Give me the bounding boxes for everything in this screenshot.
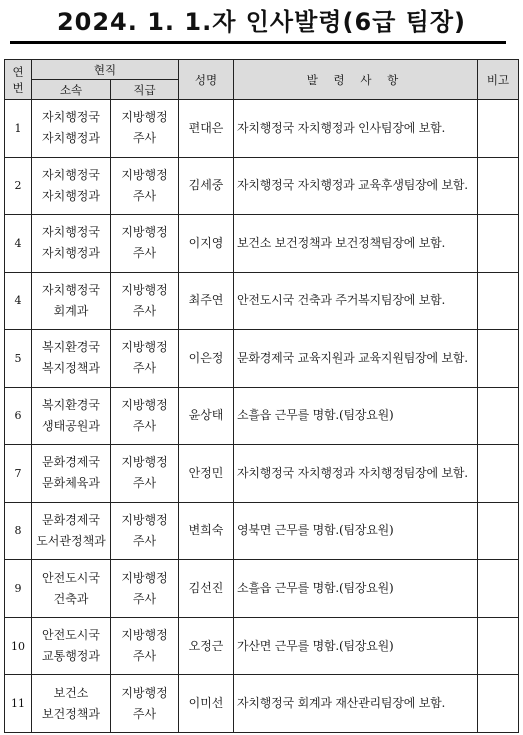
seq-cell: 5: [5, 330, 32, 388]
order-cell: 안전도시국 건축과 주거복지팀장에 보함.: [234, 272, 478, 330]
table-row: [5, 272, 519, 330]
order-cell: 자치행정국 자치행정과 교육후생팀장에 보함.: [234, 157, 478, 215]
dept-line-1: 복지환경국: [42, 340, 100, 355]
rank-cell: [111, 215, 179, 273]
title-underline: [10, 41, 506, 44]
order-cell: 자치행정국 자치행정과 인사팀장에 보함.: [234, 100, 478, 158]
remarks-cell: [478, 272, 519, 330]
name-cell: 김세중: [179, 157, 234, 215]
header-seq-label: 연 번: [12, 64, 24, 95]
dept-line-2: 회계과: [53, 303, 89, 318]
dept-line-2: 자치행정과: [42, 131, 100, 146]
dept-cell: [32, 617, 111, 675]
header-seq: [5, 60, 32, 100]
name-cell: 편대은: [179, 100, 234, 158]
table-row: [5, 330, 519, 388]
rank-line-2: 주사: [132, 591, 157, 606]
header-name: 성명: [179, 60, 234, 100]
seq-cell: 8: [5, 502, 32, 560]
seq-cell: 7: [5, 445, 32, 503]
rank-line-1: 지방행정: [121, 110, 168, 125]
table-row: [5, 100, 519, 158]
dept-line-1: 자치행정국: [42, 167, 100, 182]
rank-line-1: 지방행정: [121, 225, 168, 240]
rank-cell: [111, 675, 179, 733]
personnel-order-table: [4, 59, 519, 733]
dept-line-2: 생태공원과: [42, 418, 100, 433]
name-cell: 윤상태: [179, 387, 234, 445]
rank-line-2: 주사: [132, 649, 157, 664]
remarks-cell: [478, 560, 519, 618]
dept-line-2: 자치행정과: [42, 246, 100, 261]
rank-cell: [111, 445, 179, 503]
order-cell: 보건소 보건정책과 보건정책팀장에 보함.: [234, 215, 478, 273]
order-cell: 영북면 근무를 명함.(팀장요원): [234, 502, 478, 560]
name-cell: 최주연: [179, 272, 234, 330]
rank-line-2: 주사: [132, 418, 157, 433]
order-cell: 소흘읍 근무를 명함.(팀장요원): [234, 560, 478, 618]
rank-line-2: 주사: [132, 476, 157, 491]
header-remarks: 비고: [478, 60, 519, 100]
name-cell: 이은정: [179, 330, 234, 388]
rank-cell: [111, 272, 179, 330]
seq-cell: 1: [5, 100, 32, 158]
rank-line-1: 지방행정: [121, 167, 168, 182]
seq-cell: 9: [5, 560, 32, 618]
rank-line-2: 주사: [132, 361, 157, 376]
dept-cell: [32, 272, 111, 330]
rank-cell: [111, 560, 179, 618]
rank-line-1: 지방행정: [121, 628, 168, 643]
table-row: [5, 157, 519, 215]
rank-cell: [111, 330, 179, 388]
order-cell: 자치행정국 회계과 재산관리팀장에 보함.: [234, 675, 478, 733]
dept-cell: [32, 445, 111, 503]
dept-line-2: 건축과: [53, 591, 89, 606]
dept-line-2: 자치행정과: [42, 188, 100, 203]
seq-cell: 2: [5, 157, 32, 215]
order-cell: 문화경제국 교육지원과 교육지원팀장에 보함.: [234, 330, 478, 388]
name-cell: 이미선: [179, 675, 234, 733]
rank-line-2: 주사: [132, 188, 157, 203]
rank-line-1: 지방행정: [121, 397, 168, 412]
header-order: 발 령 사 항: [234, 60, 478, 100]
table-row: [5, 387, 519, 445]
dept-line-2: 복지정책과: [42, 361, 100, 376]
rank-line-2: 주사: [132, 131, 157, 146]
dept-line-2: 보건정책과: [42, 706, 100, 721]
rank-line-2: 주사: [132, 533, 157, 548]
header-rank: 직급: [111, 80, 179, 100]
dept-line-1: 문화경제국: [42, 455, 100, 470]
table-row: [5, 502, 519, 560]
dept-cell: [32, 330, 111, 388]
remarks-cell: [478, 675, 519, 733]
dept-line-2: 도서관정책과: [36, 533, 106, 548]
rank-line-2: 주사: [132, 706, 157, 721]
dept-line-2: 문화체육과: [42, 476, 100, 491]
header-dept: 소속: [32, 80, 111, 100]
remarks-cell: [478, 100, 519, 158]
order-cell: 소흘읍 근무를 명함.(팀장요원): [234, 387, 478, 445]
dept-cell: [32, 387, 111, 445]
rank-cell: [111, 387, 179, 445]
name-cell: 변희숙: [179, 502, 234, 560]
seq-cell: 10: [5, 617, 32, 675]
name-cell: 안정민: [179, 445, 234, 503]
remarks-cell: [478, 445, 519, 503]
remarks-cell: [478, 157, 519, 215]
table-row: [5, 215, 519, 273]
rank-cell: [111, 157, 179, 215]
remarks-cell: [478, 330, 519, 388]
document-title: 2024. 1. 1.자 인사발령(6급 팀장): [56, 8, 467, 36]
dept-cell: [32, 215, 111, 273]
table-row: [5, 560, 519, 618]
rank-line-1: 지방행정: [121, 512, 168, 527]
rank-cell: [111, 617, 179, 675]
order-cell: 가산면 근무를 명함.(팀장요원): [234, 617, 478, 675]
rank-line-2: 주사: [132, 246, 157, 261]
remarks-cell: [478, 215, 519, 273]
name-cell: 이지영: [179, 215, 234, 273]
dept-line-1: 자치행정국: [42, 110, 100, 125]
dept-cell: [32, 675, 111, 733]
rank-line-1: 지방행정: [121, 570, 168, 585]
dept-line-1: 보건소: [53, 685, 89, 700]
order-cell: 자치행정국 자치행정과 자치행정팀장에 보함.: [234, 445, 478, 503]
seq-cell: 4: [5, 215, 32, 273]
dept-line-2: 교통행정과: [42, 649, 100, 664]
remarks-cell: [478, 617, 519, 675]
rank-line-1: 지방행정: [121, 282, 168, 297]
rank-cell: [111, 100, 179, 158]
rank-line-1: 지방행정: [121, 685, 168, 700]
dept-line-1: 안전도시국: [42, 628, 100, 643]
table-row: [5, 617, 519, 675]
table-row: [5, 675, 519, 733]
rank-line-1: 지방행정: [121, 455, 168, 470]
remarks-cell: [478, 387, 519, 445]
dept-line-1: 복지환경국: [42, 397, 100, 412]
dept-cell: [32, 502, 111, 560]
rank-line-1: 지방행정: [121, 340, 168, 355]
remarks-cell: [478, 502, 519, 560]
header-current-post: 현직: [32, 60, 179, 80]
dept-line-1: 문화경제국: [42, 512, 100, 527]
dept-line-1: 안전도시국: [42, 570, 100, 585]
dept-cell: [32, 157, 111, 215]
name-cell: 김선진: [179, 560, 234, 618]
dept-cell: [32, 560, 111, 618]
table-row: [5, 445, 519, 503]
seq-cell: 4: [5, 272, 32, 330]
dept-line-1: 자치행정국: [42, 282, 100, 297]
rank-line-2: 주사: [132, 303, 157, 318]
name-cell: 오정근: [179, 617, 234, 675]
seq-cell: 6: [5, 387, 32, 445]
rank-cell: [111, 502, 179, 560]
dept-line-1: 자치행정국: [42, 225, 100, 240]
seq-cell: 11: [5, 675, 32, 733]
dept-cell: [32, 100, 111, 158]
